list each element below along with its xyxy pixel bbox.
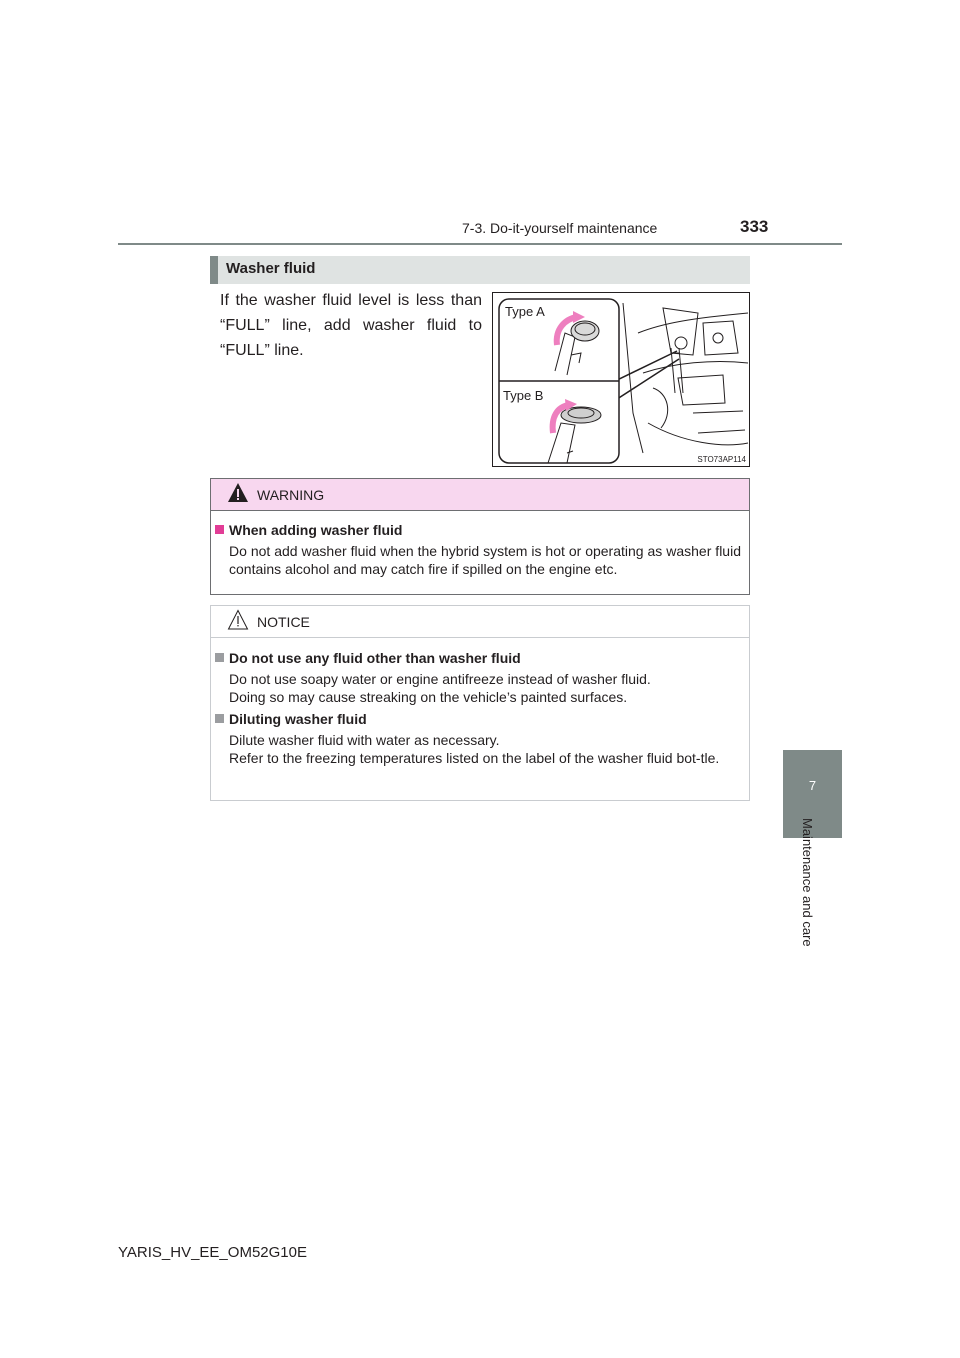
warning-triangle-icon xyxy=(227,482,249,504)
notice-item-1-line-2: Doing so may cause streaking on the vehicle’s painted surfaces. xyxy=(229,689,628,705)
pink-square-bullet-icon xyxy=(215,525,224,534)
notice-item-1-title: Do not use any fluid other than washer fluid xyxy=(215,650,521,666)
notice-box xyxy=(210,605,750,801)
type-b-label: Type B xyxy=(503,388,544,403)
notice-item-2-line-1: Dilute washer fluid with water as necessary. xyxy=(229,732,500,748)
page-number: 333 xyxy=(740,217,769,236)
notice-item-1-line-1: Do not use soapy water or engine antifreeze instead of washer fluid. xyxy=(229,671,651,687)
section-heading xyxy=(210,256,750,284)
grey-square-bullet-icon xyxy=(215,714,224,723)
notice-item-2-title: Diluting washer fluid xyxy=(215,711,367,727)
chapter-label: Maintenance and care xyxy=(800,818,815,947)
notice-title: NOTICE xyxy=(257,614,310,630)
footer-manual-code: YARIS_HV_EE_OM52G10E xyxy=(118,1244,307,1261)
warning-item-title: When adding washer fluid xyxy=(215,522,402,538)
engine-bay-illustration xyxy=(493,293,751,468)
figure-code: STO73AP114 xyxy=(697,455,746,464)
warning-title: WARNING xyxy=(257,487,325,503)
warning-item-body: Do not add washer fluid when the hybrid system is hot or operating as washer fluid contains alcohol and may catch fire if spilled on the engine etc. xyxy=(229,543,741,577)
grey-square-bullet-icon xyxy=(215,653,224,662)
chapter-number: 7 xyxy=(808,778,817,793)
notice-header xyxy=(211,606,749,638)
warning-box xyxy=(210,478,750,595)
notice-triangle-icon xyxy=(227,609,249,631)
warning-header xyxy=(211,479,749,511)
header-rule xyxy=(118,243,842,245)
type-a-label: Type A xyxy=(505,304,545,319)
notice-item-2-line-2: Refer to the freezing temperatures listed on the label of the washer fluid bot-tle. xyxy=(229,750,720,766)
section-heading-text: Washer fluid xyxy=(226,260,316,277)
header-section-title: 7-3. Do-it-yourself maintenance xyxy=(462,220,658,236)
washer-fluid-figure xyxy=(492,292,750,467)
intro-paragraph: If the washer fluid level is less than “FULL” line, add washer fluid to “FULL” line. xyxy=(220,292,482,359)
